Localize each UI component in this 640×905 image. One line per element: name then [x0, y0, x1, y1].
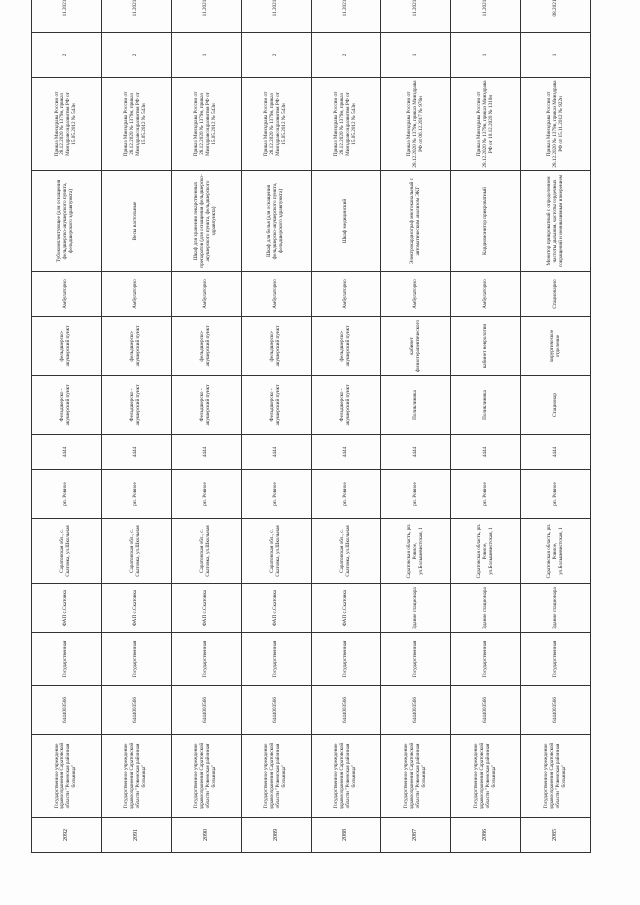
cell-locality: рп. Ровное — [381, 470, 451, 519]
cell-date: 11.2021 — [171, 0, 241, 33]
cell-locality: рп. Ровное — [311, 470, 381, 519]
equipment-table — [31, 0, 591, 853]
cell-basis: Приказ Минздрава России от 28.12.2020 № 1379н, приказ Минздрава РФ от 06.12.2017 № 976н — [381, 78, 451, 171]
cell-subunit: фельдшерско-акушерский пункт — [171, 317, 241, 376]
cell-date: 11.2021 — [381, 0, 451, 33]
cell-code: 4444 — [311, 435, 381, 470]
cell-org: Государственное учреждение здравоохранения Саратовской области "Ровенская районная больница" — [521, 735, 591, 818]
cell-subunit: фельдшерско-акушерский пункт — [241, 317, 311, 376]
cell-code: 4444 — [32, 435, 102, 470]
table-row — [241, 0, 311, 853]
cell-addr: Саратовская область, рп. Ровное, ул.Большевистская, 1 — [381, 519, 451, 584]
cell-equip: Электрокардиограф многоканальный с автоматическим анализом ЭКГ — [381, 171, 451, 272]
cell-name: ФАП с.Скатовка — [101, 584, 171, 633]
cell-type: Фельдшерско - акушерский пункт — [32, 376, 102, 435]
cell-equip: Шкаф медицинский — [311, 171, 381, 272]
cell-code: 4444 — [101, 435, 171, 470]
cell-form: Государственная — [381, 633, 451, 686]
table-row — [381, 0, 451, 853]
table-row — [171, 0, 241, 853]
cell-org: Государственное учреждение здравоохранения Саратовской области "Ровенская районная больница" — [101, 735, 171, 818]
cell-qty: 2 — [101, 33, 171, 78]
cell-id: 2090 — [171, 818, 241, 853]
cell-code: 4444 — [451, 435, 521, 470]
cell-locality: рп. Ровное — [101, 470, 171, 519]
cell-name: Здание стационара — [521, 584, 591, 633]
cell-id: 2085 — [521, 818, 591, 853]
table-row — [451, 0, 521, 853]
cell-form: Государственная — [32, 633, 102, 686]
cell-inn: 6444003566 — [32, 686, 102, 735]
cell-name: ФАП с.Скатовка — [171, 584, 241, 633]
cell-addr: Саратовская обл., с. Скатовка, ул.Школьная — [32, 519, 102, 584]
cell-basis: Приказ Минздрава России от 28.12.2020 № 1379н, приказ Минздравсоцразвития РФ от 15.05.2012 № 543н — [311, 78, 381, 171]
table-row — [521, 0, 591, 853]
cell-locality: рп. Ровное — [451, 470, 521, 519]
cell-addr: Саратовская обл., с. Скатовка, ул.Школьная — [241, 519, 311, 584]
cell-date: 11.2021 — [101, 0, 171, 33]
cell-type: Фельдшерско - акушерский пункт — [101, 376, 171, 435]
cell-id: 2091 — [101, 818, 171, 853]
cell-form: Государственная — [451, 633, 521, 686]
cell-inn: 6444003566 — [241, 686, 311, 735]
cell-basis: Приказ Минздрава России от 28.12.2020 № 1379н, приказ Минздрава РФ от 15.11.2012 № 922н — [521, 78, 591, 171]
cell-date: 11.2021 — [311, 0, 381, 33]
cell-inn: 6444003566 — [451, 686, 521, 735]
cell-name: Здание стационара — [451, 584, 521, 633]
cell-form: Государственная — [241, 633, 311, 686]
cell-subunit: хирургическое отделение — [521, 317, 591, 376]
table-row — [101, 0, 171, 853]
cell-type: Фельдшерско - акушерский пункт — [241, 376, 311, 435]
cell-basis: Приказ Минздрава России от 28.12.2020 № 1379н, приказ Минздравсоцразвития РФ от 15.05.2012 № 543н — [171, 78, 241, 171]
cell-inn: 6444003566 — [381, 686, 451, 735]
cell-org: Государственное учреждение здравоохранения Саратовской области "Ровенская районная больница" — [32, 735, 102, 818]
cell-addr: Саратовская обл., с. Скатовка, ул.Школьная — [171, 519, 241, 584]
cell-date: 08.2021 — [521, 0, 591, 33]
table-row — [311, 0, 381, 853]
cell-id: 2087 — [381, 818, 451, 853]
cell-equip: Шкаф для хранения лекарственных препаратов (для оснащения фельдшерско-акушерского пункта, фельдшерского здравпункта) — [171, 171, 241, 272]
cell-addr: Саратовская обл., с. Скатовка, ул.Школьная — [101, 519, 171, 584]
cell-code: 4444 — [241, 435, 311, 470]
cell-code: 4444 — [171, 435, 241, 470]
cell-subunit: кабинет физиотерапевтического — [381, 317, 451, 376]
cell-name: ФАП с.Скатовка — [241, 584, 311, 633]
cell-locality: рп. Ровное — [32, 470, 102, 519]
cell-name: ФАП с.Скатовка — [311, 584, 381, 633]
cell-care: Стационарно — [521, 272, 591, 317]
cell-addr: Саратовская область, рп. Ровное, ул.Большевистская, 1 — [451, 519, 521, 584]
cell-qty: 2 — [241, 33, 311, 78]
cell-qty: 1 — [451, 33, 521, 78]
cell-care: Амбулаторно — [101, 272, 171, 317]
cell-type: Стационар — [521, 376, 591, 435]
cell-org: Государственное учреждение здравоохранения Саратовской области "Ровенская районная больница" — [311, 735, 381, 818]
cell-id: 2092 — [32, 818, 102, 853]
cell-id: 2089 — [241, 818, 311, 853]
cell-equip: Весы настольные — [101, 171, 171, 272]
cell-qty: 2 — [32, 33, 102, 78]
cell-name: Здание стационара — [381, 584, 451, 633]
cell-type: Поликлиника — [451, 376, 521, 435]
cell-care: Амбулаторно — [171, 272, 241, 317]
cell-id: 2086 — [451, 818, 521, 853]
cell-id: 2088 — [311, 818, 381, 853]
cell-basis: Приказ Минздрава России от 28.12.2020 № 1379н, приказ Минздравсоцразвития РФ от 15.05.2012 № 543н — [32, 78, 102, 171]
cell-care: Амбулаторно — [451, 272, 521, 317]
cell-qty: 1 — [381, 33, 451, 78]
cell-type: Фельдшерско - акушерский пункт — [311, 376, 381, 435]
cell-care: Амбулаторно — [311, 272, 381, 317]
cell-date: 11.2021 — [241, 0, 311, 33]
cell-subunit: фельдшерско-акушерский пункт — [101, 317, 171, 376]
cell-org: Государственное учреждение здравоохранения Саратовской области "Ровенская районная больница" — [171, 735, 241, 818]
cell-locality: рп. Ровное — [241, 470, 311, 519]
cell-org: Государственное учреждение здравоохранения Саратовской области "Ровенская районная больница" — [241, 735, 311, 818]
cell-equip: Кардиомонитор прикроватный — [451, 171, 521, 272]
cell-form: Государственная — [521, 633, 591, 686]
cell-qty: 1 — [171, 33, 241, 78]
rotated-table-wrapper — [31, 0, 591, 853]
cell-name: ФАП с.Скатовка — [32, 584, 102, 633]
cell-care: Амбулаторно — [241, 272, 311, 317]
cell-date: 11.2021 — [32, 0, 102, 33]
cell-locality: рп. Ровное — [521, 470, 591, 519]
cell-subunit: фельдшерско-акушерский пункт — [311, 317, 381, 376]
cell-code: 4444 — [521, 435, 591, 470]
cell-date: 11.2021 — [451, 0, 521, 33]
cell-equip: Тубокомплектующее (для оснащения фельдшерско-акушерского пункта, фельдшерского здравпункта) — [32, 171, 102, 272]
cell-inn: 6444003566 — [171, 686, 241, 735]
cell-code: 4444 — [381, 435, 451, 470]
cell-equip: Монитор прикроватный с определением частоты дыхания, частоты сердечных сокращений и неинвазивным измерением — [521, 171, 591, 272]
cell-locality: рп. Ровное — [171, 470, 241, 519]
cell-care: Амбулаторно — [32, 272, 102, 317]
cell-form: Государственная — [311, 633, 381, 686]
cell-inn: 6444003566 — [521, 686, 591, 735]
cell-subunit: кабинет неврологии — [451, 317, 521, 376]
cell-equip: Шкаф для белья (для оснащения фельдшерско-акушерского пункта, фельдшерского здравпункта) — [241, 171, 311, 272]
cell-org: Государственное учреждение здравоохранения Саратовской области "Ровенская районная больница" — [451, 735, 521, 818]
cell-basis: Приказ Минздрава России от 28.12.2020 № 1379н, приказ Минздравсоцразвития РФ от 15.05.2012 № 543н — [241, 78, 311, 171]
cell-inn: 6444003566 — [311, 686, 381, 735]
cell-form: Государственная — [171, 633, 241, 686]
cell-org: Государственное учреждение здравоохранения Саратовской области "Ровенская районная больница" — [381, 735, 451, 818]
cell-form: Государственная — [101, 633, 171, 686]
table-row — [32, 0, 102, 853]
cell-basis: Приказ Минздрава России от 28.12.2020 № 1379н, приказ Минздрава РФ от 10.12.2020 № 1310н — [451, 78, 521, 171]
cell-care: Амбулаторно — [381, 272, 451, 317]
cell-type: Поликлиника — [381, 376, 451, 435]
cell-addr: Саратовская область, рп. Ровное, ул.Большевистская, 1 — [521, 519, 591, 584]
cell-qty: 1 — [521, 33, 591, 78]
cell-basis: Приказ Минздрава России от 28.12.2020 № 1379н, приказ Минздравсоцразвития РФ от 15.05.2012 № 543н — [101, 78, 171, 171]
cell-addr: Саратовская обл., с. Скатовка, ул.Школьная — [311, 519, 381, 584]
cell-subunit: фельдшерско-акушерский пункт — [32, 317, 102, 376]
cell-qty: 2 — [311, 33, 381, 78]
cell-inn: 6444003566 — [101, 686, 171, 735]
cell-type: Фельдшерско - акушерский пункт — [171, 376, 241, 435]
